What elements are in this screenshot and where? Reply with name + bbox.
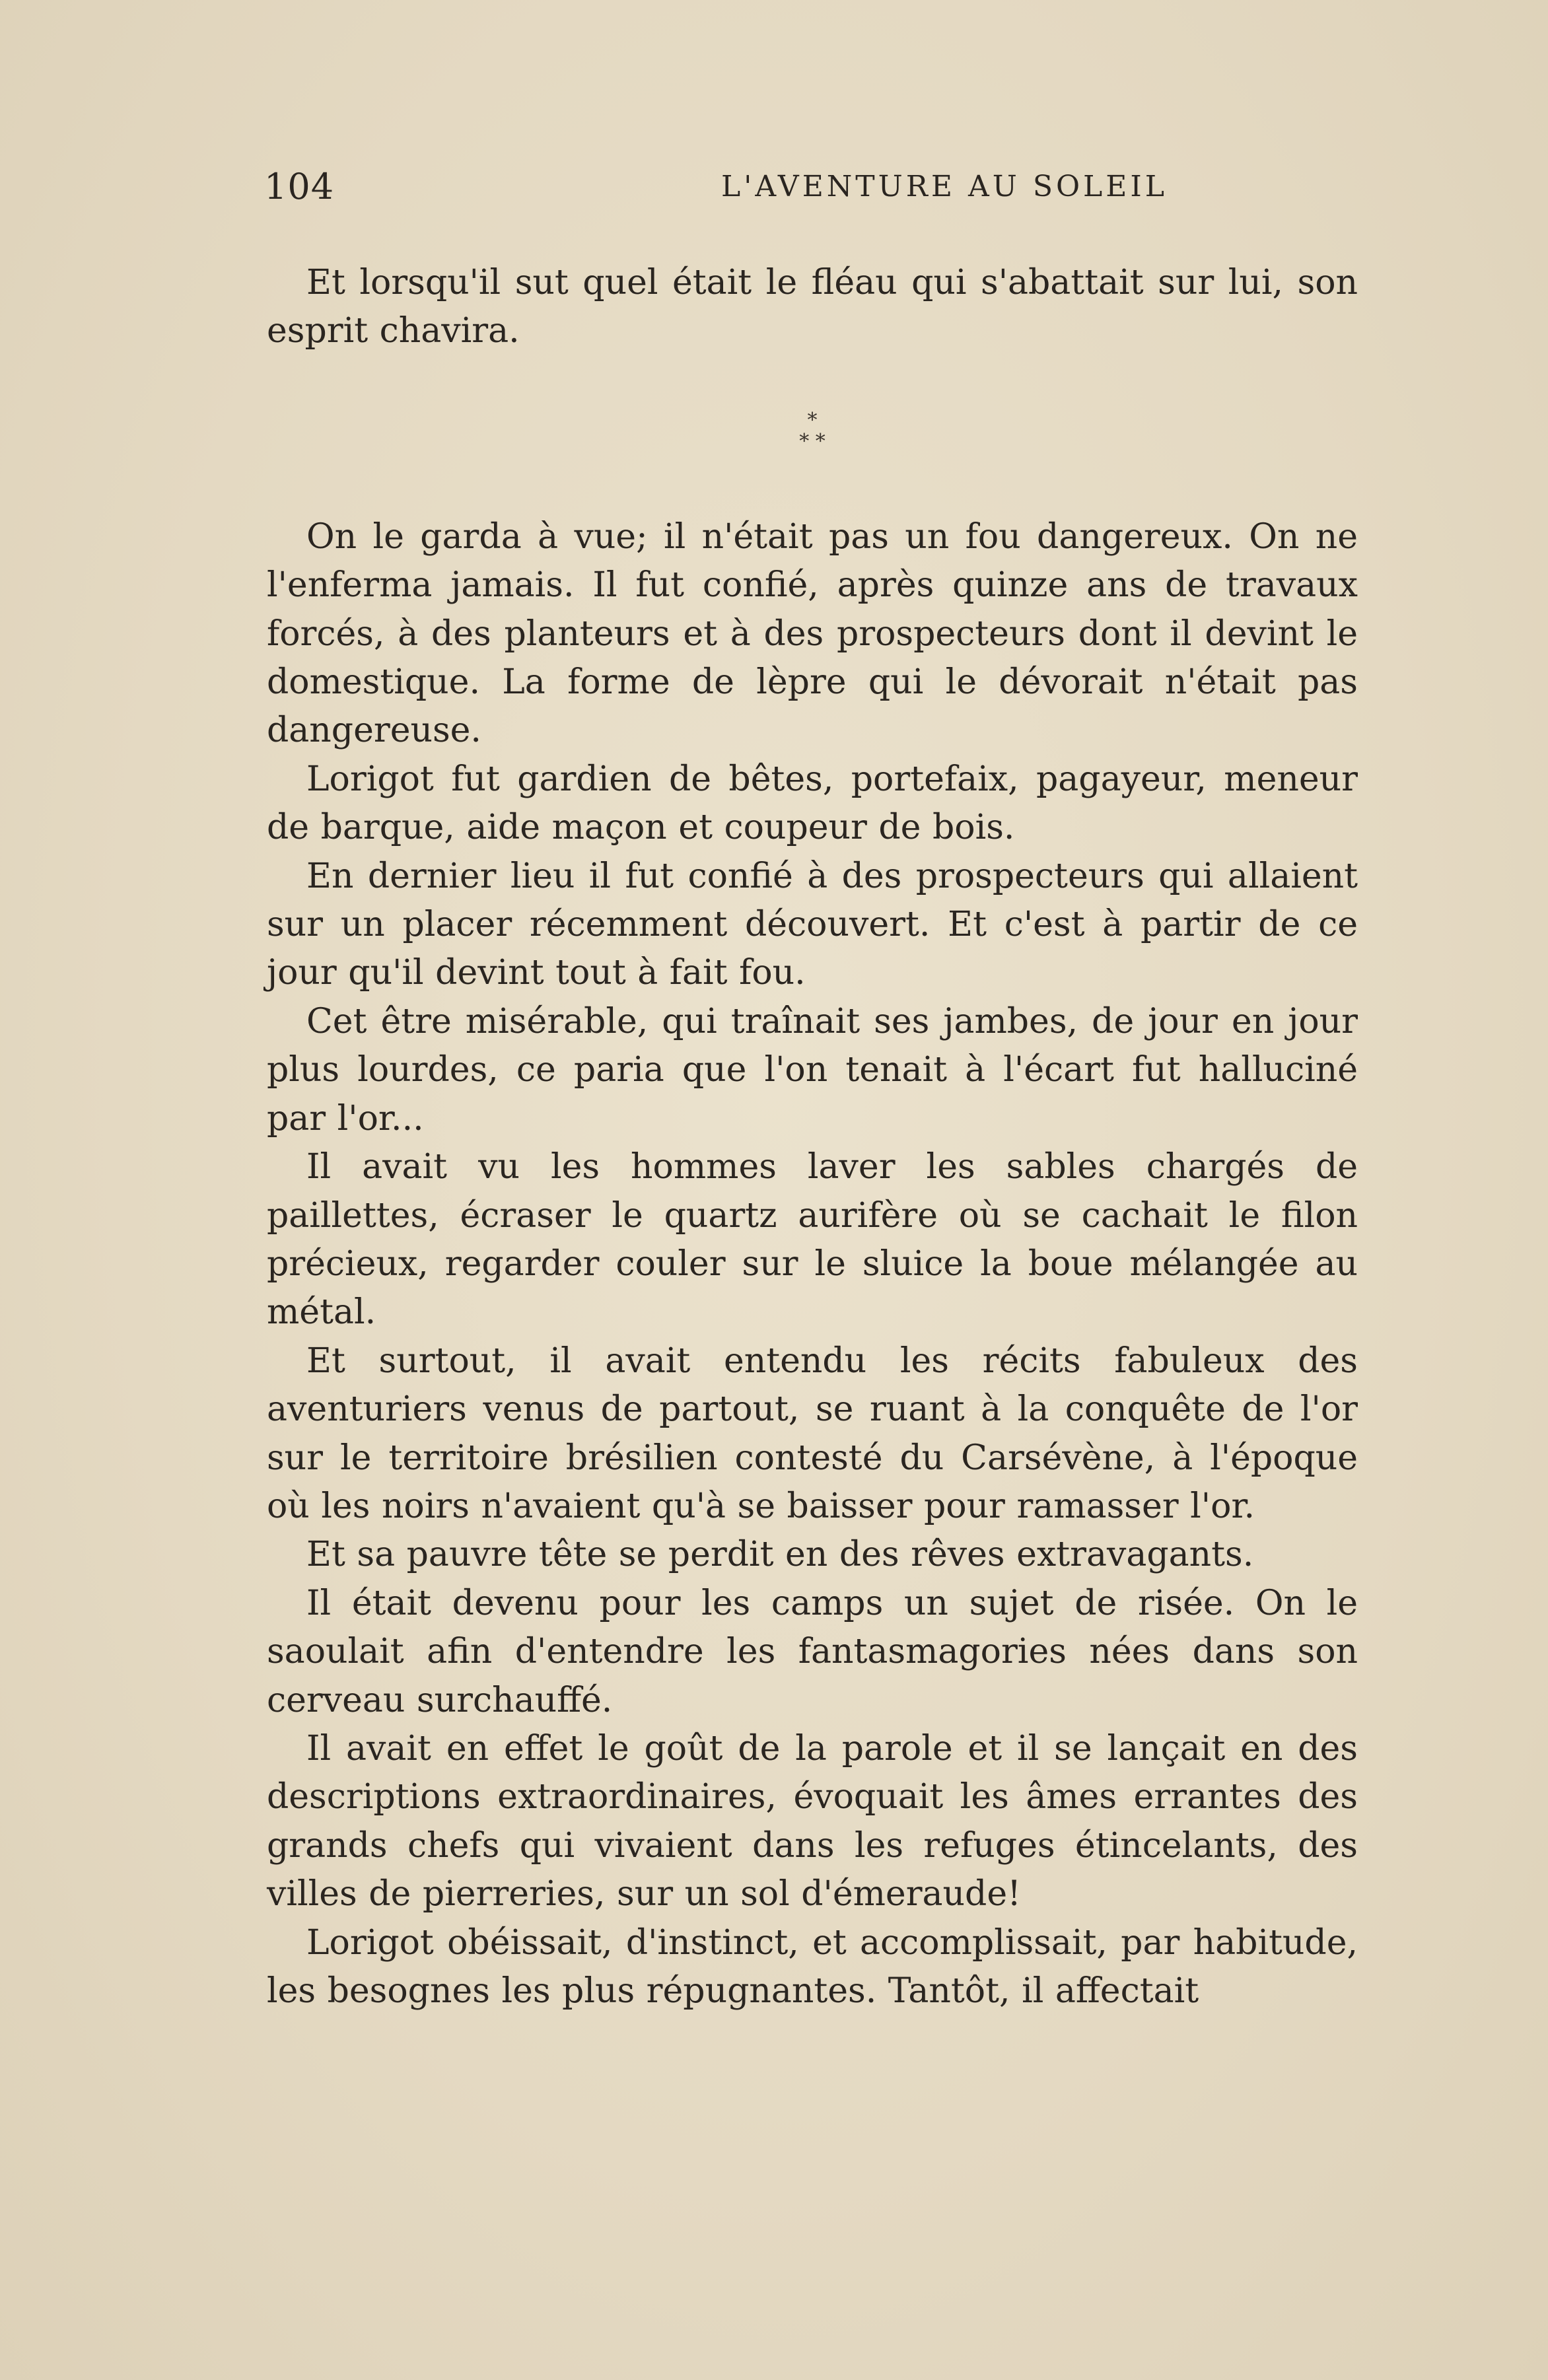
page-number: 104 [264, 166, 335, 207]
paragraph-8: Et sa pauvre tête se perdit en des rêves extravagants. [306, 1535, 1254, 1575]
paragraph-2: On le garda à vue; il n'était pas un fou dangereux. On ne l'enferma jamais. Il fut confié, après quinze ans de travaux forcés, à des planteurs et à des prospecteurs dont il devint le domestique. La forme de lèpre qui le dévorait n'était pas dangereuse. [267, 516, 1358, 751]
paragraph-3: Lorigot fut gardien de bêtes, portefaix, pagayeur, meneur de barque, aide maçon et coupeur de bois. [267, 759, 1358, 848]
paragraph-6: Il avait vu les hommes laver les sables chargés de paillettes, écraser le quartz aurifère où se cachait le filon précieux, regarder couler sur le sluice la boue mélangée au métal. [267, 1147, 1358, 1333]
paragraph-4: En dernier lieu il fut confié à des prospecteurs qui allaient sur un placer récemment découvert. Et c'est à partir de ce jour qu'il devint tout à fait fou. [267, 856, 1358, 993]
section-break [267, 356, 1358, 513]
asterism-bottom: * * [799, 429, 826, 453]
asterism [267, 410, 1358, 452]
body-text [267, 259, 1358, 2015]
asterism-top: * [807, 408, 818, 432]
paragraph-1: Et lorsqu'il sut quel était le fléau qui s'abattait sur lui, son esprit chavira. [267, 263, 1358, 351]
paragraph-11: Lorigot obéissait, d'instinct, et accomplissait, par habitude, les besognes les plus répugnantes. Tantôt, il affectait [267, 1922, 1358, 2011]
paragraph-5: Cet être misérable, qui traînait ses jambes, de jour en jour plus lourdes, ce paria que l'on tenait à l'écart fut halluciné par l'or... [267, 1001, 1358, 1138]
paragraph-9: Il était devenu pour les camps un sujet de risée. On le saoulait afin d'entendre les fantasmagories nées dans son cerveau surchauffé. [267, 1583, 1358, 1720]
running-title: L'AVENTURE AU SOLEIL [721, 170, 1168, 203]
running-head [264, 164, 1360, 210]
paragraph-7: Et surtout, il avait entendu les récits fabuleux des aventuriers venus de partout, se ruant à la conquête de l'or sur le territoire brésilien contesté du Carsévène, à l'époque où les noirs n'avaient qu'à se baisser pour ramasser l'or. [267, 1341, 1358, 1526]
paragraph-10: Il avait en effet le goût de la parole et il se lançait en des descriptions extraordinaires, évoquait les âmes errantes des grands chefs qui vivaient dans les refuges étincelants, des villes de pierreries, sur un sol d'émeraude! [267, 1728, 1358, 1914]
